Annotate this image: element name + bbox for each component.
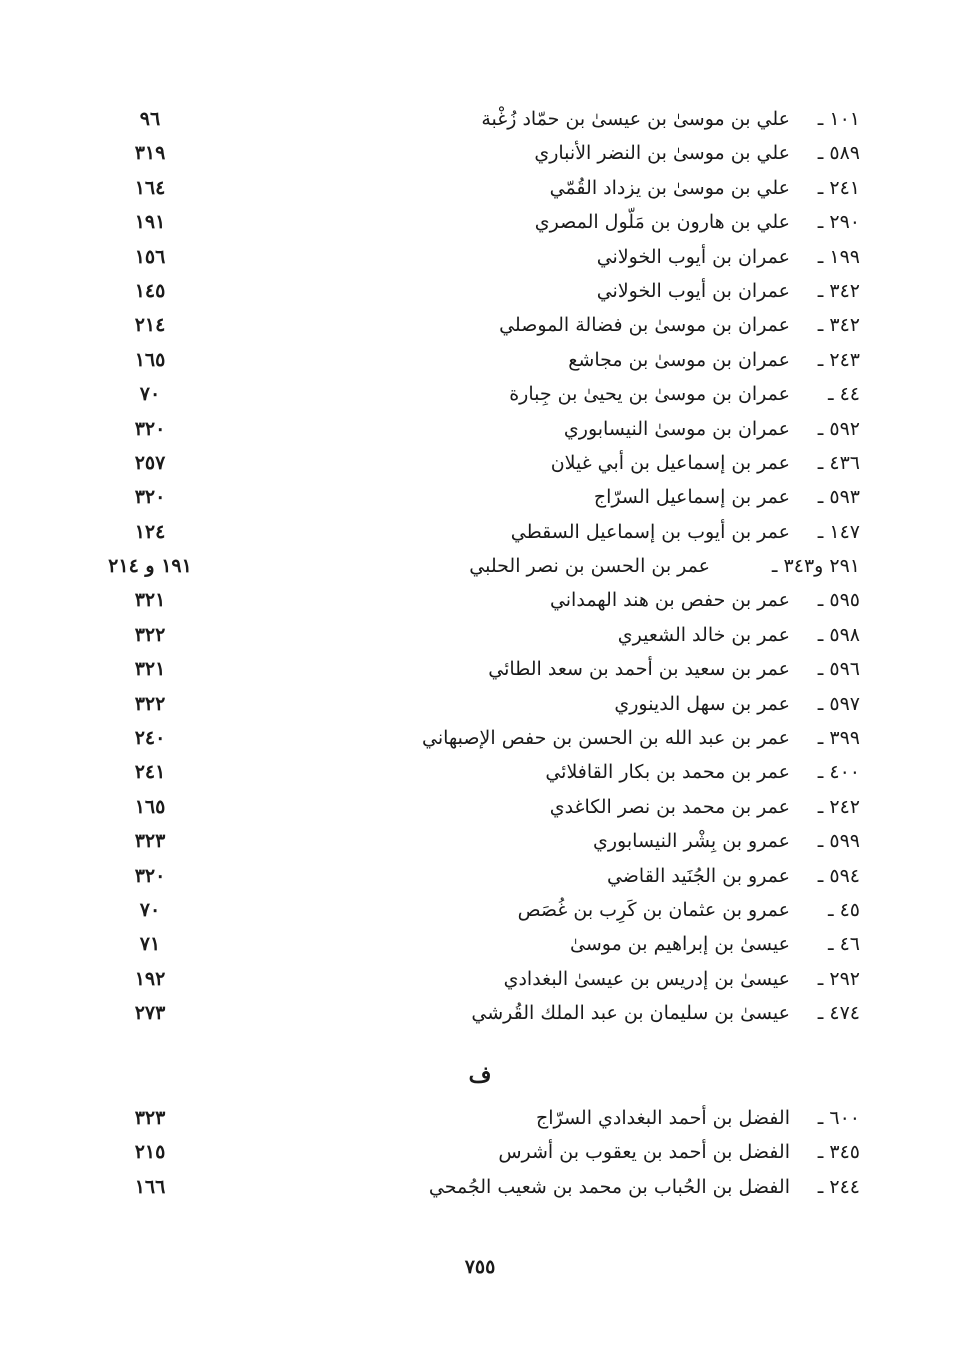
entry-name: عمران بن أيوب الخولاني [596,245,790,268]
entry-name: عيسىٰ بن إدريس بن عيسىٰ البغدادي [503,967,790,990]
index-list-fa [100,1101,860,1204]
index-entry [100,927,860,961]
index-entry [100,859,860,893]
entry-number: ٢٩١ و٣٤٣ ـ [771,555,860,578]
entry-page-ref: ٣٢٠ [134,486,166,509]
entry-page-ref: ١٥٦ [134,245,166,268]
entry-number: ٤٧٤ ـ [817,1002,860,1025]
entry-number: ٢٤٣ ـ [817,348,860,371]
entry-name: عيسىٰ بن إبراهيم بن موسىٰ [570,933,790,956]
index-entry [100,790,860,824]
index-entry [100,996,860,1030]
entry-name: الفضل بن أحمد البغدادي السرّاج [535,1107,790,1129]
index-entry [100,377,860,411]
index-entry [100,171,860,205]
entry-name: عمران بن موسىٰ بن يحيىٰ بن جِبارة [509,383,790,406]
index-entry [100,515,860,549]
entry-name: عمر بن عبد الله بن الحسن بن حفص الإصبهاني [422,727,790,750]
index-entry [100,102,860,136]
entry-number: ٢٤٢ ـ [817,795,860,818]
entry-page-ref: ٣٢٠ [134,417,166,440]
entry-number: ٤٥ ـ [827,898,860,921]
entry-name: عمران بن موسىٰ النيسابوري [563,417,790,440]
index-entry [100,962,860,996]
entry-page-ref: ١٩٢ [134,967,166,990]
index-entry [100,240,860,274]
index-entry [100,687,860,721]
entry-name: عمرو بن الجُنَيد القاضي [606,864,790,887]
index-entry [100,824,860,858]
entry-page-ref: ١٦٤ [134,176,166,199]
index-entry [100,136,860,170]
entry-page-ref: ١٦٥ [134,348,166,371]
index-entry [100,549,860,583]
entry-number: ٥٨٩ ـ [817,142,860,165]
entry-number: ٥٩٧ ـ [817,692,860,715]
entry-page-ref: ٢٤٠ [134,727,166,750]
entry-number: ٣٤٥ ـ [817,1141,860,1164]
entry-page-ref: ١٦٥ [134,795,166,818]
entry-page-ref: ٣٢٣ [134,830,166,853]
index-entry [100,205,860,239]
index-entry [100,412,860,446]
entry-name: علي بن موسىٰ بن عيسىٰ بن حمّاد زُغْبة [481,108,790,130]
entry-page-ref: ٢٤١ [134,761,166,784]
entry-number: ٣٤٢ ـ [817,314,860,337]
entry-page-ref: ٣٢١ [134,658,166,681]
index-entry [100,1170,860,1204]
index-entry [100,274,860,308]
entry-page-ref: ٣١٩ [134,142,166,165]
entry-number: ١٤٧ ـ [817,520,860,543]
entry-name: عمر بن حفص بن هند الهمداني [549,589,790,612]
entry-page-ref: ٧١ [139,933,161,956]
index-entry [100,721,860,755]
entry-name: الفضل بن الحُباب بن محمد بن شعيب الجُمحي [428,1175,790,1198]
section-heading-fa: ف [468,1062,492,1088]
entry-name: عمران بن موسىٰ بن فضالة الموصلي [499,314,790,337]
entry-page-ref: ١٤٥ [134,279,166,302]
entry-number: ٥٩٤ ـ [817,864,860,887]
entry-page-ref: ٧٠ [139,898,161,921]
entry-name: عمرو بن بِشْر النيسابوري [593,830,790,853]
entry-name: عمران بن أيوب الخولاني [596,279,790,302]
entry-number: ٥٩٣ ـ [817,486,860,509]
index-entry [100,583,860,617]
entry-name: عيسىٰ بن سليمان بن عبد الملك القُرشي [471,1002,790,1025]
entry-number: ٥٩٨ ـ [817,623,860,646]
entry-number: ٤٠٠ ـ [817,761,860,784]
entry-name: عمران بن موسىٰ بن مجاشع [568,348,790,371]
index-entry [100,446,860,480]
entry-number: ٤٦ ـ [827,933,860,956]
entry-name: عمر بن أيوب بن إسماعيل السقطي [510,520,790,543]
entry-name: عمر بن سعيد بن أحمد بن سعد الطائي [488,658,790,681]
entry-page-ref: ٧٠ [139,383,161,406]
index-list [100,102,860,1031]
entry-number: ٥٩٩ ـ [817,830,860,853]
index-entry [100,343,860,377]
entry-name: عمر بن محمد بن بكار القافلائي [545,761,790,784]
index-entry [100,480,860,514]
page-number: ٧٥٥ [464,1256,496,1278]
index-entry [100,618,860,652]
entry-page-ref: ٢٧٣ [134,1002,166,1025]
entry-page-ref: ١٢٤ [134,520,166,543]
entry-page-ref: ٢١٥ [134,1141,166,1164]
entry-number: ٥٩٦ ـ [817,658,860,681]
entry-number: ٤٤ ـ [827,383,860,406]
entry-page-ref: ٣٢٠ [134,864,166,887]
entry-number: ٢٤١ ـ [817,176,860,199]
entry-number: ٥٩٥ ـ [817,589,860,612]
entry-name: علي بن موسىٰ بن النضر الأنباري [534,142,790,165]
entry-name: عمر بن محمد بن نصر الكاغدي [549,795,790,818]
entry-page-ref: ٢١٤ [134,314,166,337]
entry-name: علي بن هارون بن مَلّول المصري [534,211,790,234]
entry-name: علي بن موسىٰ بن يزداد القُمّي [549,176,790,199]
entry-page-ref: ١٦٦ [134,1175,166,1198]
index-entry [100,1135,860,1169]
entry-name: عمرو بن عثمان بن كَرِب بن غُصَص [517,898,790,921]
index-entry [100,308,860,342]
entry-name: عمر بن إسماعيل السرّاج [593,486,790,509]
entry-number: ٢٩٢ ـ [817,967,860,990]
entry-number: ٢٩٠ ـ [817,211,860,234]
entry-page-ref: ٣٢٣ [134,1107,166,1129]
index-entry [100,652,860,686]
entry-page-ref: ٩٦ [139,108,161,130]
entry-page-ref: ٣٢٢ [134,692,166,715]
entry-name: عمر بن سهل الدينوري [614,692,790,715]
entry-number: ١٩٩ ـ [817,245,860,268]
entry-name: عمر بن إسماعيل بن أبي غيلان [550,451,790,474]
index-entry [100,755,860,789]
entry-page-ref: ٣٢٢ [134,623,166,646]
entry-name: عمر بن الحسن بن نصر الحلبي [469,555,710,578]
entry-number: ٤٣٦ ـ [817,451,860,474]
entry-page-ref: ١٩١ [134,211,166,234]
entry-name: عمر بن خالد الشعيري [617,623,790,646]
entry-page-ref: ٣٢١ [134,589,166,612]
entry-number: ٥٩٢ ـ [817,417,860,440]
entry-page-ref: ١٩١ و ٢١٤ [108,555,192,578]
entry-number: ١٠١ ـ [817,108,860,130]
index-entry [100,1101,860,1135]
entry-page-ref: ٢٥٧ [134,451,166,474]
entry-number: ٣٤٢ ـ [817,279,860,302]
entry-number: ٢٤٤ ـ [817,1175,860,1198]
index-entry [100,893,860,927]
entry-name: الفضل بن أحمد بن يعقوب بن أشرس [498,1141,790,1164]
entry-number: ٣٩٩ ـ [817,727,860,750]
entry-number: ٦٠٠ ـ [817,1107,860,1129]
